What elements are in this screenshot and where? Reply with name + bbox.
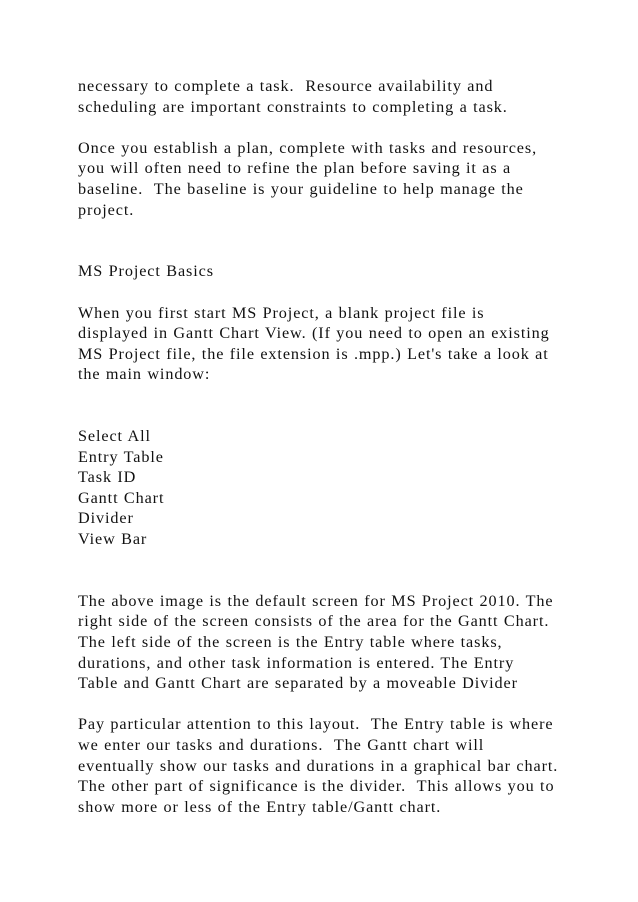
spacer — [78, 694, 578, 715]
text-line: When you first start MS Project, a blank project file is — [78, 303, 485, 322]
text-line: Pay particular attention to this layout. The Entry table is where — [78, 715, 554, 734]
section-heading: MS Project Basics — [78, 262, 214, 281]
text-line: Table and Gantt Chart are separated by a moveable Divider — [78, 674, 518, 693]
label-divider: Divider — [78, 509, 134, 528]
text-line: show more or less of the Entry table/Gantt chart. — [78, 797, 442, 816]
text-line: durations, and other task information is entered. The Entry — [78, 653, 515, 672]
text-line: The other part of significance is the divider. This allows you to — [78, 777, 555, 796]
spacer — [78, 570, 578, 591]
text-line: project. — [78, 200, 135, 219]
text-line: The above image is the default screen for MS Project 2010. The — [78, 591, 554, 610]
paragraph-default-screen — [78, 591, 578, 694]
text-line: The left side of the screen is the Entry table where tasks, — [78, 633, 503, 652]
spacer — [78, 241, 578, 262]
document-body — [78, 76, 578, 817]
label-select-all: Select All — [78, 427, 151, 446]
paragraph-baseline — [78, 138, 578, 220]
text-line: we enter our tasks and durations. The Gantt chart will — [78, 736, 485, 754]
spacer — [78, 385, 578, 406]
label-view-bar: View Bar — [78, 530, 148, 549]
spacer — [78, 406, 578, 427]
spacer — [78, 117, 578, 138]
text-line: you will often need to refine the plan before saving it as a — [78, 159, 512, 178]
text-line: displayed in Gantt Chart View. (If you need to open an existing — [78, 324, 550, 343]
text-line: right side of the screen consists of the area for the Gantt Chart. — [78, 612, 550, 631]
spacer — [78, 550, 578, 571]
text-line: necessary to complete a task. Resource availability and — [78, 77, 494, 95]
paragraph-resource-constraints — [78, 76, 578, 117]
spacer — [78, 220, 578, 241]
text-line: the main window: — [78, 365, 211, 384]
label-gantt-chart: Gantt Chart — [78, 488, 165, 507]
text-line: eventually show our tasks and durations in a graphical bar chart. — [78, 756, 559, 775]
text-line: Once you establish a plan, complete with tasks and resources, — [78, 138, 538, 157]
text-line: baseline. The baseline is your guideline to help manage the — [78, 179, 524, 198]
text-line: MS Project file, the file extension is .mpp.) Let's take a look at — [78, 344, 549, 363]
screen-labels-list — [78, 426, 578, 550]
label-entry-table: Entry Table — [78, 447, 164, 466]
spacer — [78, 282, 578, 303]
text-line: scheduling are important constraints to completing a task. — [78, 97, 508, 116]
paragraph-layout-attention — [78, 714, 578, 817]
label-task-id: Task ID — [78, 468, 137, 487]
paragraph-first-start — [78, 303, 578, 385]
